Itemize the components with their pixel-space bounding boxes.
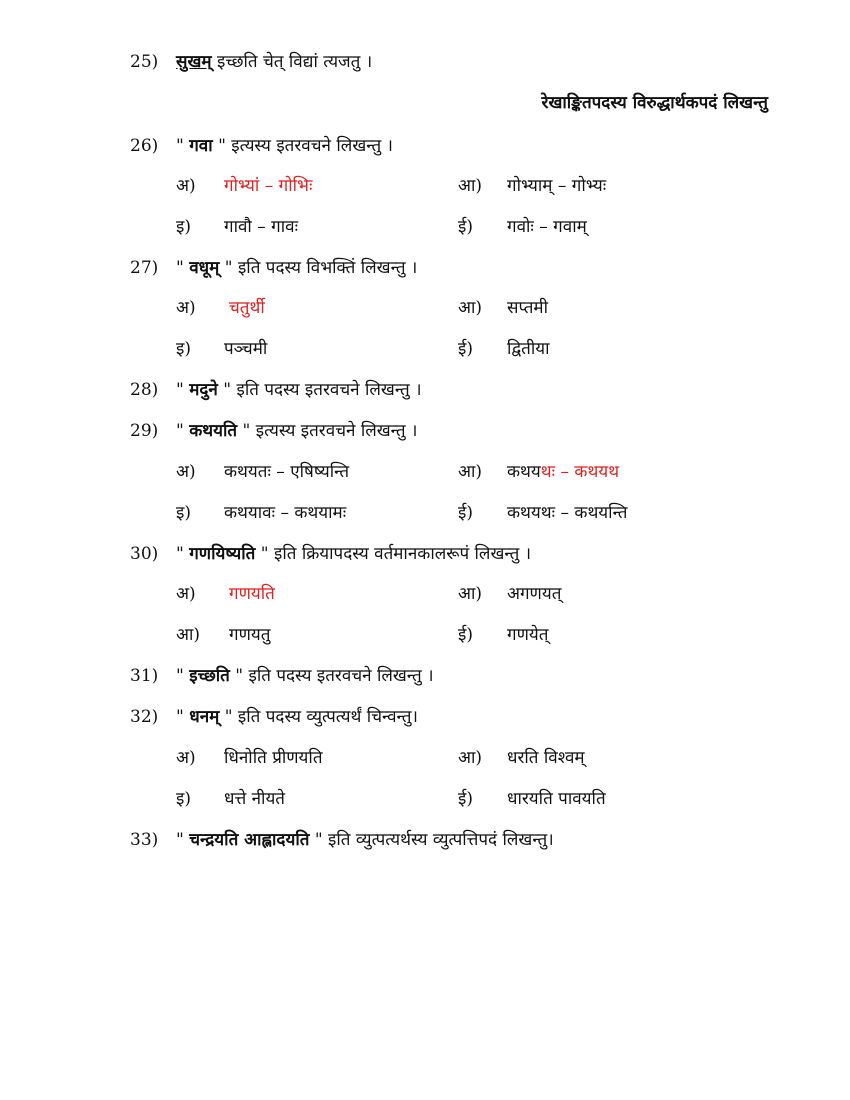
option-label: अ) [176,584,196,604]
question-rest: " इत्यस्य इतरवचने लिखन्तु । [212,136,393,156]
key-word: मदुने [189,380,218,400]
question-text [176,260,417,277]
question-number: 26) [130,136,159,156]
quote-open: " [176,707,190,727]
key-word: धनम् [189,707,220,727]
option-label: इ) [176,789,191,809]
key-word: कथयति [189,421,238,441]
question-number: 25) [130,52,159,72]
question-text [176,709,418,726]
option-text: गोभ्याम् – गोभ्यः [507,176,607,196]
option-text: पञ्चमी [224,339,268,359]
question-number: 30) [130,544,159,564]
question-number: 28) [130,380,159,400]
key-word: चन्द्रयति आह्लादयति [189,830,310,850]
question-rest: " इत्यस्य इतरवचने लिखन्तु । [237,421,418,441]
option-label: इ) [176,217,191,237]
quote-open: " [176,544,190,564]
question-rest: इच्छति चेत् विद्यां त्यजतु । [211,52,373,72]
question-rest: " इति क्रियापदस्य वर्तमानकालरूपं लिखन्तु । [255,544,532,564]
question-text [176,382,422,399]
option-text-highlight: थः [540,462,556,482]
option-label: ई) [458,339,473,359]
option-label: आ) [458,298,483,318]
question-rest: " इति व्युत्पत्यर्थस्य व्युत्पत्तिपदं लिखन्तु। [309,830,554,850]
option-label: इ) [176,339,191,359]
option-label: आ) [458,748,483,768]
option-label: अ) [176,462,196,482]
option-label: अ) [176,298,196,318]
option-label: अ) [176,748,196,768]
question-text [176,423,417,440]
option-label: ई) [458,503,473,523]
question-text [176,832,554,849]
option-text-answer: चतुर्थी [229,298,265,318]
key-word: गणयिष्यति [189,544,256,564]
option-text: कथयथः – कथयन्ति [507,503,628,523]
question-number: 31) [130,666,159,686]
option-label: ई) [458,625,473,645]
option-label: आ) [458,462,483,482]
option-text: सप्तमी [507,298,548,318]
option-text-answer: गोभ्यां – गोभिः [224,176,313,196]
option-label: आ) [458,176,483,196]
question-rest: " इति पदस्य इतरवचने लिखन्तु । [229,666,434,686]
option-text-part: – कथय [555,462,609,482]
option-text: धिनोति प्रीणयति [224,748,323,768]
option-text: गणयेत् [507,625,549,645]
option-text: अगणयत् [507,584,562,604]
key-word: वधूम् [189,258,220,278]
option-text-part: कथय [507,462,541,482]
underlined-word: सुखम् [176,52,212,72]
option-label: इ) [176,503,191,523]
option-label: आ) [458,584,483,604]
question-text [176,138,393,155]
option-text: धारयति पावयति [507,789,606,809]
option-text-highlight: थ [608,462,620,482]
option-label: अ) [176,176,196,196]
question-number: 33) [130,830,159,850]
option-text [507,464,619,481]
option-text: गवोः – गवाम् [507,217,587,237]
option-text: कथयावः – कथयामः [224,503,347,523]
quote-open: " [176,830,190,850]
question-rest: " इति पदस्य व्युत्पत्यर्थं चिन्वन्तु। [219,707,418,727]
quote-open: " [176,136,190,156]
quote-open: " [176,258,190,278]
option-text-answer: गणयति [229,584,275,604]
quote-open: " [176,421,190,441]
key-word: गवा [189,136,213,156]
key-word: इच्छति [189,666,230,686]
section-instruction: रेखाङ्कितपदस्य विरुद्धार्थकपदं लिखन्तु [541,93,768,113]
option-text: धत्ते नीयते [224,789,285,809]
question-text [176,546,531,563]
quote-open: " [176,380,190,400]
question-rest: " इति पदस्य विभक्तिं लिखन्तु । [219,258,418,278]
option-text: द्वितीया [507,339,550,359]
option-label: आ) [176,625,201,645]
option-text: कथयतः – एषिष्यन्ति [224,462,350,482]
question-number: 27) [130,258,159,278]
question-rest: " इति पदस्य इतरवचने लिखन्तु । [217,380,422,400]
quote-open: " [176,666,190,686]
question-number: 29) [130,421,159,441]
option-text: गावौ – गावः [224,217,298,237]
option-text: धरति विश्वम् [507,748,585,768]
question-text [176,54,372,71]
option-text: गणयतु [229,625,271,645]
option-label: ई) [458,789,473,809]
question-text [176,668,434,685]
question-number: 32) [130,707,159,727]
option-label: ई) [458,217,473,237]
